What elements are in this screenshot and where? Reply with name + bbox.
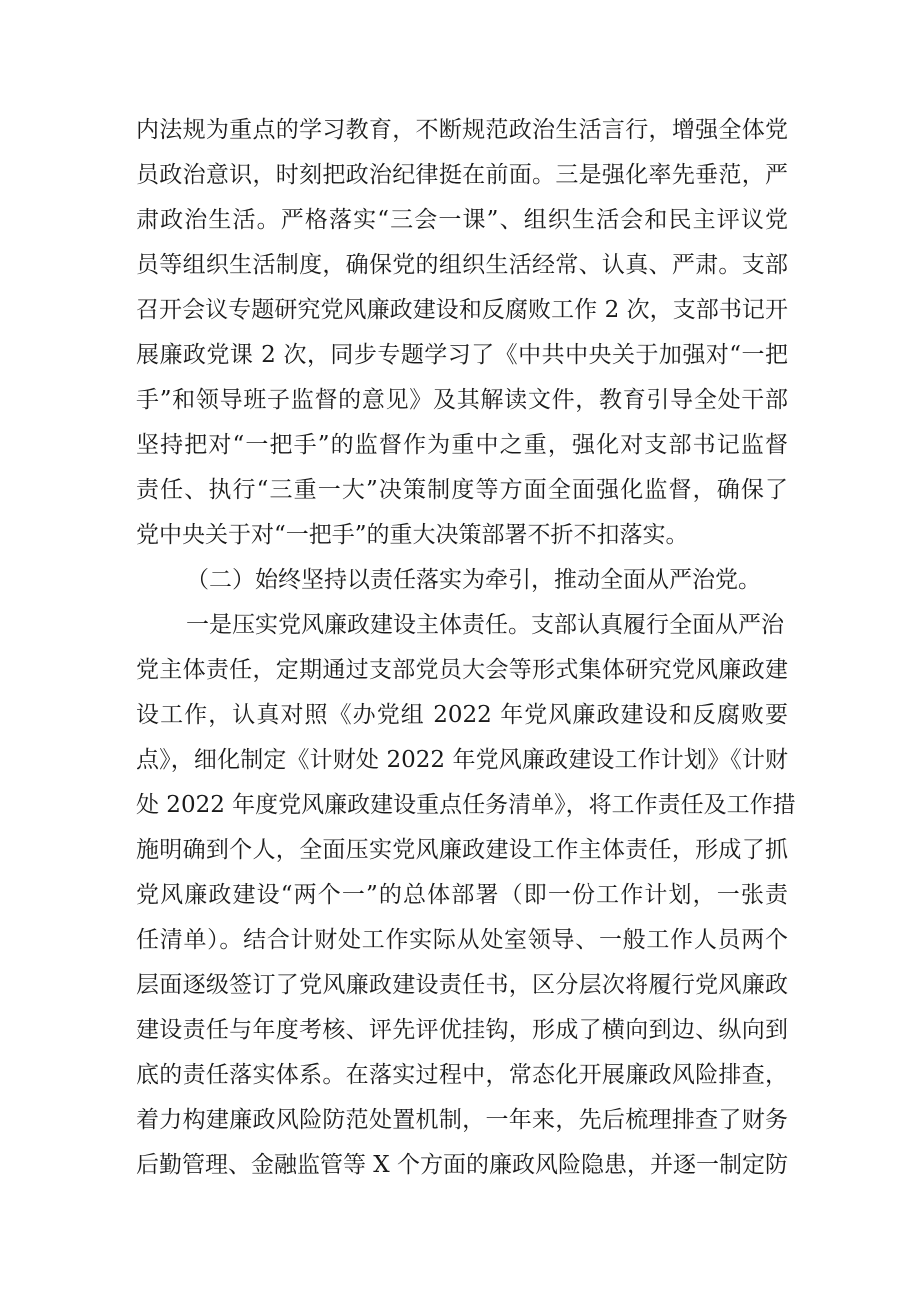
paragraph-line: 员政治意识，时刻把政治纪律挺在前面。三是强化率先垂范，严	[136, 162, 788, 188]
paragraph-line: 后勤管理、金融监管等 X 个方面的廉政风险隐患，并逐一制定防	[136, 1152, 788, 1178]
section-heading: （二）始终坚持以责任落实为牵引，推动全面从严治党。	[186, 567, 761, 593]
paragraph-line: 党中央关于对“一把手”的重大决策部署不折不扣落实。	[136, 522, 689, 548]
paragraph-first-line: 一是压实党风廉政建设主体责任。支部认真履行全面从严治	[186, 612, 784, 638]
paragraph-line: 党主体责任，定期通过支部党员大会等形式集体研究党风廉政建	[136, 657, 788, 683]
paragraph-line: 展廉政党课 2 次，同步专题学习了《中共中央关于加强对“一把	[136, 342, 788, 368]
paragraph-line: 建设责任与年度考核、评先评优挂钩，形成了横向到边、纵向到	[136, 1017, 788, 1043]
paragraph-line: 党风廉政建设“两个一”的总体部署（即一份工作计划，一张责	[136, 882, 788, 908]
paragraph-line: 责任、执行“三重一大”决策制度等方面全面强化监督，确保了	[136, 477, 788, 503]
paragraph-line: 施明确到个人，全面压实党风廉政建设工作主体责任，形成了抓	[136, 837, 788, 863]
paragraph-line: 处 2022 年度党风廉政建设重点任务清单》，将工作责任及工作措	[136, 792, 796, 818]
paragraph-line: 肃政治生活。严格落实“三会一课”、组织生活会和民主评议党	[136, 207, 788, 233]
paragraph-line: 手”和领导班子监督的意见》及其解读文件，教育引导全处干部	[136, 387, 788, 413]
paragraph-line: 底的责任落实体系。在落实过程中，常态化开展廉政风险排查，	[136, 1062, 788, 1088]
paragraph-line: 层面逐级签订了党风廉政建设责任书，区分层次将履行党风廉政	[136, 972, 788, 998]
paragraph-line: 着力构建廉政风险防范处置机制，一年来，先后梳理排查了财务	[136, 1107, 788, 1133]
paragraph-line: 召开会议专题研究党风廉政建设和反腐败工作 2 次，支部书记开	[136, 297, 788, 323]
paragraph-line: 点》，细化制定《计财处 2022 年党风廉政建设工作计划》《计财	[136, 747, 788, 773]
paragraph-line: 坚持把对“一把手”的监督作为重中之重，强化对支部书记监督	[136, 432, 788, 458]
paragraph-line: 设工作，认真对照《办党组 2022 年党风廉政建设和反腐败要	[136, 702, 788, 728]
paragraph-line: 员等组织生活制度，确保党的组织生活经常、认真、严肃。支部	[136, 252, 788, 278]
paragraph-line: 内法规为重点的学习教育，不断规范政治生活言行，增强全体党	[136, 117, 788, 143]
paragraph-line: 任清单）。结合计财处工作实际从处室领导、一般工作人员两个	[136, 927, 788, 953]
